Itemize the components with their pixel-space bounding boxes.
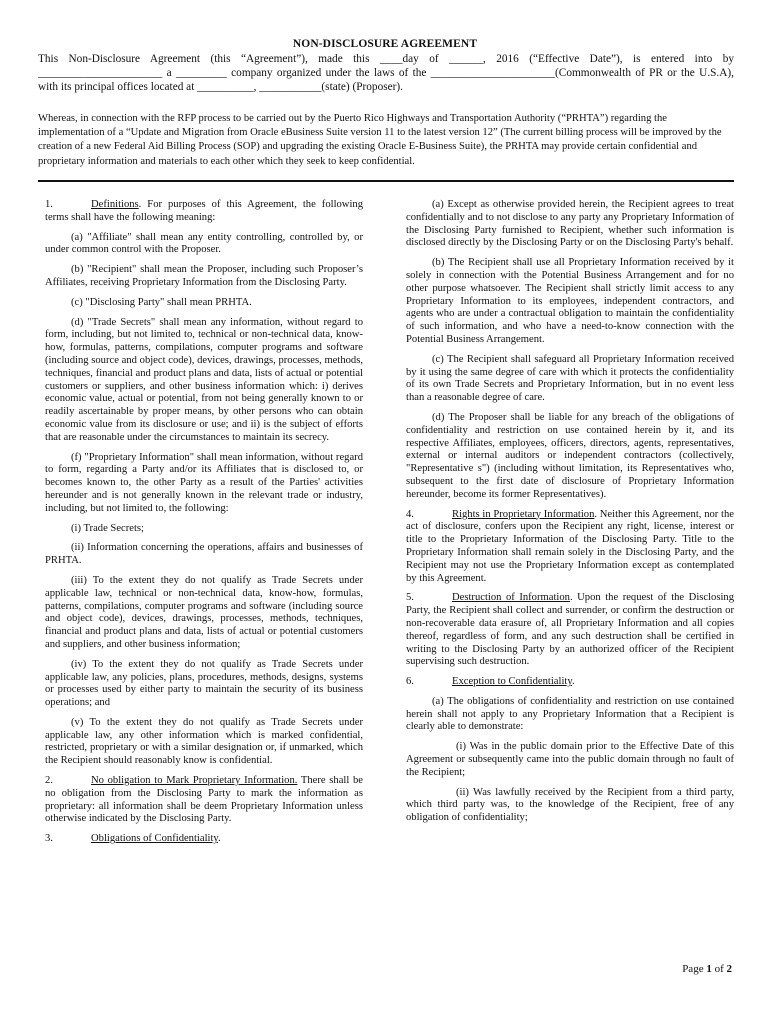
obligation-d: (d) The Proposer shall be liable for any breach of the obligations of confidentiality and restriction on use contained herein by it, and its respective Affiliates, employees, officers, directors, agents, representatives, external or internal auditors or independent contractors (collectively, "Representative s") (including without limitation, its Representatives who, subsequent to the first date of disclosure of Proprietary Information hereunder, become its former Representatives). <box>406 411 734 500</box>
section-6-number: 6. <box>406 676 414 688</box>
whereas-paragraph: Whereas, in connection with the RFP process to be carried out by the Puerto Rico Highways and Transportation Authority (“PRHTA”) regarding the implementation of a “Update and Migration from Oracle eBusiness Suite version 11 to the latest version 12” (The current billing process will be improved by the creation of a new Federal Aid Billing Process (SOP) and upgrading the existing Oracle E-Business Suite), the PRHTA may provide certain confidential and proprietary information and materials to each other which they seek to keep confidential. <box>38 113 722 167</box>
section-6-heading: Exception to Confidentiality <box>452 676 572 688</box>
item-iii: (iii) To the extent they do not qualify as Trade Secrets under applicable law, technical or non-technical data, know-how, formulas, patterns, compilations, computer programs and software (including source and object code), devices, drawings, processes, methods, techniques, financial and product plans and data, lists of actual or potential customers and suppliers, and other business information; <box>45 574 363 650</box>
item-i: (i) Trade Secrets; <box>71 522 144 534</box>
intro-paragraph <box>38 52 734 95</box>
section-6 <box>406 676 734 689</box>
section-2-heading: No obligation to Mark Proprietary Information. <box>91 775 298 787</box>
section-2 <box>45 775 363 826</box>
section-3 <box>45 833 363 846</box>
section-4-heading: Rights in Proprietary Information <box>452 508 595 520</box>
section-4-number: 4. <box>406 508 414 520</box>
section-4-text: . Neither this Agreement, nor the act of disclosure, confers upon the Recipient any right, license, interest or title to the Proprietary Information of the Disclosing Party. Title to the Proprietary Information shall remain solely in the Disclosing Party, and the Recipient may not use the Proprietary Information except as contemplated by this Agreement. <box>406 508 734 584</box>
item-iv: (iv) To the extent they do not qualify as Trade Secrets under applicable law, any policies, plans, procedures, methods, designs, systems or processes used by either party to maintain the security of its business operations; and <box>45 658 363 709</box>
section-3-text: . <box>218 833 221 845</box>
section-5-text: . Upon the request of the Disclosing Party, the Recipient shall collect and surrender, or confirm the destruction or non-recoverable data erasure of, all Proprietary Information and all copies thereof, regardless of form, and any such destruction shall be certified in writing to the Disclosing Party by an authorized officer of the Recipient supervising such destruction. <box>406 592 734 668</box>
definition-c: (c) "Disclosing Party" shall mean PRHTA. <box>71 296 252 308</box>
intro-text: This Non-Disclosure Agreement (this “Agreement”), made this ____day of ______, 2016 (“Effective Date”), is entered into by ______________________ a _________ company organized under the laws of the ______________________(Commonwealth of PR or the U.S.A), with its principal offices located at __________, ___________(state) (Proposer). <box>38 53 734 94</box>
obligation-c: (c) The Recipient shall safeguard all Proprietary Information received by it using the same degree of care with which it protects the confidentiality of its own Trade Secrets and Proprietary Information, but in no event less than a reasonable degree of care. <box>406 353 734 404</box>
section-5-number: 5. <box>406 592 414 604</box>
section-1-text: . For purposes of this Agreement, the following terms shall have the following meaning: <box>45 199 363 223</box>
item-ii: (ii) Information concerning the operations, affairs and businesses of PRHTA. <box>45 542 363 567</box>
page-of: of <box>711 963 727 975</box>
definition-f: (f) "Proprietary Information" shall mean information, without regard to form, regarding a Party and/or its Affiliates that is disclosed to, or becomes known to, the other Party as a result of the Parties' activities hereunder and is not generally known in the relevant trade or industry, including, but not limited to, the following: <box>45 451 363 514</box>
document-title: NON-DISCLOSURE AGREEMENT <box>292 38 478 50</box>
item-v: (v) To the extent they do not qualify as Trade Secrets under applicable law, any other information which is marked confidential, restricted, proprietary or with a similar designation or, if unmarked, which the Recipient should reasonably know is confidential. <box>45 716 363 767</box>
section-1-number: 1. <box>45 199 53 210</box>
section-3-heading: Obligations of Confidentiality <box>91 833 219 845</box>
obligation-b: (b) The Recipient shall use all Proprietary Information received by it solely in connection with the Potential Business Arrangement and for no other purpose whatsoever. The Recipient shall strictly limit access to any Proprietary Information to its employees, independent contractors, and agents who are under a contractual obligation to maintain the confidentiality of such information, and who have a need-to-know connection with the Potential Business Arrangement. <box>406 257 734 345</box>
page-total: 2 <box>726 963 732 975</box>
exception-i: (i) Was in the public domain prior to the Effective Date of this Agreement or subsequently came into the public domain through no fault of the Recipient; <box>406 741 734 778</box>
section-5-heading: Destruction of Information <box>452 592 570 604</box>
section-2-text: There shall be no obligation from the Disclosing Party to mark the information as proprietary: all information shall be deem Proprietary Information unless otherwise indicated by the Disclosing Party. <box>45 775 363 825</box>
definition-a: (a) "Affiliate" shall mean any entity controlling, controlled by, or under common control with the Proposer. <box>45 231 363 256</box>
exception-ii: (ii) Was lawfully received by the Recipient from a third party, which third party was, to the knowledge of the Recipient, free of any obligation of confidentiality; <box>406 786 734 824</box>
section-1-heading: Definitions <box>91 199 139 210</box>
section-divider <box>38 180 734 182</box>
left-column <box>45 199 363 853</box>
exception-a: (a) The obligations of confidentiality and restriction on use contained herein shall not apply to any Proprietary Information that a Recipient is clearly able to demonstrate: <box>406 695 734 733</box>
section-1 <box>45 199 363 225</box>
section-4 <box>406 509 734 586</box>
section-6-text: . <box>571 676 575 688</box>
definition-d: (d) "Trade Secrets" shall mean any information, without regard to form, including, but not limited to, technical or non-technical data, know-how, formulas, patterns, compilations, computer programs and software (including source and object code), devices, drawings, processes, methods, techniques, financial and product plans and data, lists of actual or potential customers or suppliers, and other business information which: i) derives economic value, actual or potential, from not being generally known to or readily ascertainable by proper means, by other persons who can obtain economic value from its disclosure or use; and ii) is the subject of efforts that are reasonable under the circumstances to maintain its secrecy. <box>45 316 363 443</box>
page-current: 1 <box>706 963 712 975</box>
definition-b: (b) "Recipient" shall mean the Proposer, including such Proposer’s Affiliates, receiving Proprietary Information from the Disclosing Party. <box>45 264 363 288</box>
section-5 <box>406 592 734 669</box>
obligation-a: (a) Except as otherwise provided herein, the Recipient agrees to treat confidentially and to not disclose to any party any Proprietary Information of the Disclosing Party furnished to Recipient, whether such information is disclosed directly by the Disclosing Party or on the Disclosing Party's behalf. <box>406 199 734 249</box>
right-column <box>406 199 734 832</box>
page-number <box>682 963 732 975</box>
section-2-number: 2. <box>45 775 53 787</box>
section-3-number: 3. <box>45 833 53 845</box>
page-prefix: Page <box>682 963 707 975</box>
